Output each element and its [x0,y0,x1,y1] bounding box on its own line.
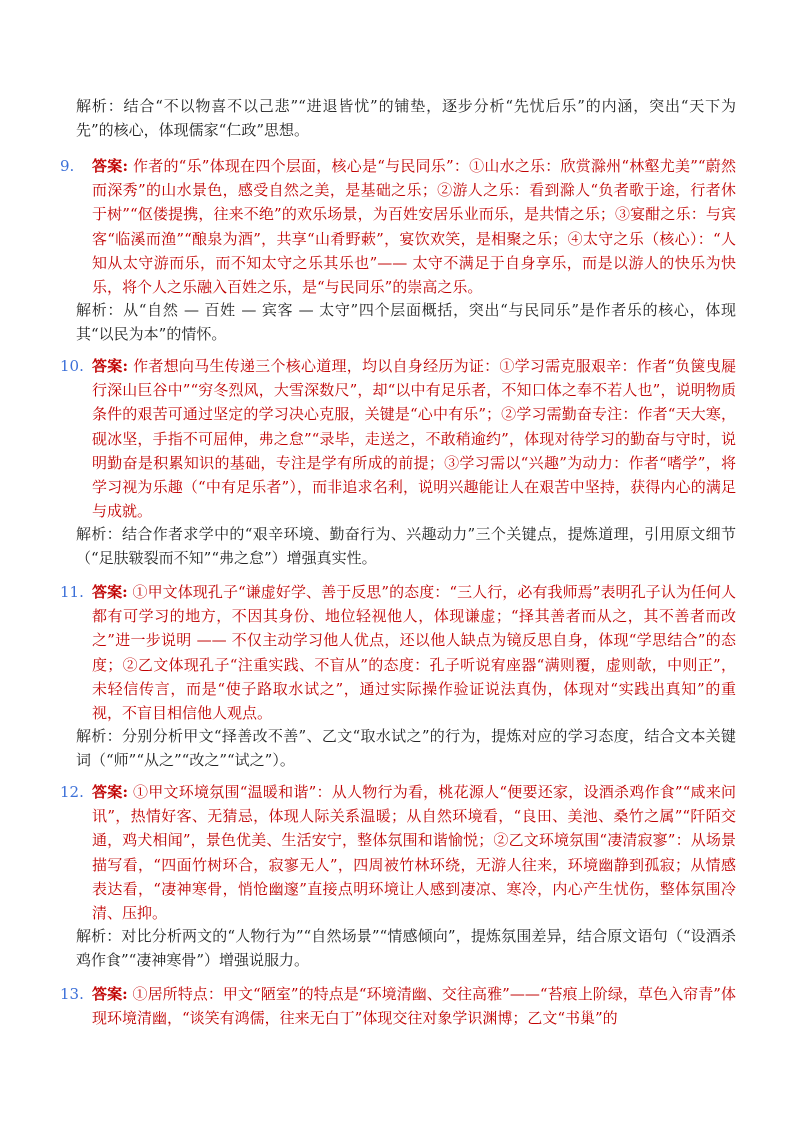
answer-label: 答案: [92,583,128,601]
answer-paragraph [92,580,736,725]
answer-label: 答案: [92,985,128,1003]
answer-text: 作者想向马生传递三个核心道理，均以自身经历为证：①学习需克服艰辛：作者“负箧曳屣行深山巨谷中”“穷冬烈风，大雪深数尺”，却“以中有足乐者，不知口体之奉不若人也”，说明物质条件的艰苦可通过坚定的学习决心克服，关键是“心中有乐”；②学习需勤奋专注：作者“天大寒，砚冰坚，手指不可屈伸，弗之怠”“录毕，走送之，不敢稍逾约”，体现对待学习的勤奋与守时，说明勤奋是积累知识的基础，专注是学有所成的前提；③学习需以“兴趣”为动力：作者“嗜学”，将学习视为乐趣（“中有足乐者”），而非追求名利，说明兴趣能让人在艰苦中坚持，获得内心的满足与成就。 [92,357,736,521]
analysis-paragraph [76,94,736,142]
question-number: 11. [60,583,84,601]
analysis-text: 解析：结合“不以物喜不以己悲”“进退皆忧”的铺垫，逐步分析“先忧后乐”的内涵，突出“天下为先”的核心，体现儒家“仁政”思想。 [76,97,736,140]
answer-label: 答案: [92,357,129,375]
question-number: 9. [60,157,75,175]
answer-paragraph [92,154,736,299]
analysis-paragraph [76,298,736,346]
answer-label: 答案: [92,157,128,175]
answer-label: 答案: [92,783,129,801]
answer-paragraph [92,982,736,1030]
answer-text: ①甲文环境氛围“温暖和谐”：从人物行为看，桃花源人“便要还家，设酒杀鸡作食”“咸来问讯”，热情好客、无猜忌，体现人际关系温暖；从自然环境看，“良田、美池、桑竹之属”“阡陌交通，鸡犬相闻”，景色优美、生活安宁，整体氛围和谐愉悦；②乙文环境氛围“凄清寂寥”：从场景描写看，“四面竹树环合，寂寥无人”，四周被竹林环绕，无游人往来，环境幽静到孤寂；从情感表达看，“凄神寒骨，悄怆幽邃”直接点明环境让人感到凄凉、寒冷，内心产生忧伤，整体氛围冷清、压抑。 [92,783,736,923]
analysis-paragraph [76,522,736,570]
analysis-text: 解析：从“自然 — 百姓 — 宾客 — 太守”四个层面概括，突出“与民同乐”是作者乐的核心，体现其“以民为本”的情怀。 [76,301,736,344]
answer-paragraph [92,780,736,925]
answer-text: ①居所特点：甲文“陋室”的特点是“环境清幽、交往高雅”——“苔痕上阶绿，草色入帘青”体现环境清幽，“谈笑有鸿儒，往来无白丁”体现交往对象学识渊博；乙文“书巢”的 [92,985,736,1028]
analysis-text: 解析：结合作者求学中的“艰辛环境、勤奋行为、兴趣动力”三个关键点，提炼道理，引用原文细节（“足肤皲裂而不知”“弗之怠”）增强真实性。 [76,525,736,568]
answer-text: ①甲文体现孔子“谦虚好学、善于反思”的态度：“三人行，必有我师焉”表明孔子认为任何人都有可学习的地方，不因其身份、地位轻视他人，体现谦虚；“择其善者而从之，其不善者而改之”进一步说明 —— 不仅主动学习他人优点，还以他人缺点为镜反思自身，体现“学思结合”的态度；②乙文体现孔子“注重实践、不盲从”的态度：孔子听说宥座器“满则覆，虚则欹，中则正”，未轻信传言，而是“使子路取水试之”，通过实际操作验证说法真伪，体现对“实践出真知”的重视，不盲目相信他人观点。 [92,583,736,723]
question-number: 12. [60,783,84,801]
analysis-text: 解析：对比分析两文的“人物行为”“自然场景”“情感倾向”，提炼氛围差异，结合原文语句（“设酒杀鸡作食”“凄神寒骨”）增强说服力。 [76,927,736,970]
analysis-paragraph [76,724,736,772]
analysis-text: 解析：分别分析甲文“择善改不善”、乙文“取水试之”的行为，提炼对应的学习态度，结合文本关键词（“师”“从之”“改之”“试之”）。 [76,727,736,770]
analysis-paragraph [76,924,736,972]
answer-paragraph [92,354,736,523]
question-number: 10. [60,357,84,375]
question-number: 13. [60,985,84,1003]
answer-text: 作者的“乐”体现在四个层面，核心是“与民同乐”：①山水之乐：欣赏滁州“林壑尤美”“蔚然而深秀”的山水景色，感受自然之美，是基础之乐；②游人之乐：看到滁人“负者歌于途，行者休于树”“伛偻提携，往来不绝”的欢乐场景，为百姓安居乐业而乐，是共情之乐；③宴酣之乐：与宾客“临溪而渔”“酿泉为酒”，共享“山肴野蔌”，宴饮欢笑，是相聚之乐；④太守之乐（核心）：“人知从太守游而乐，而不知太守之乐其乐也”—— 太守不满足于自身享乐，而是以游人的快乐为快乐，将个人之乐融入百姓之乐，是“与民同乐”的崇高之乐。 [92,157,736,297]
